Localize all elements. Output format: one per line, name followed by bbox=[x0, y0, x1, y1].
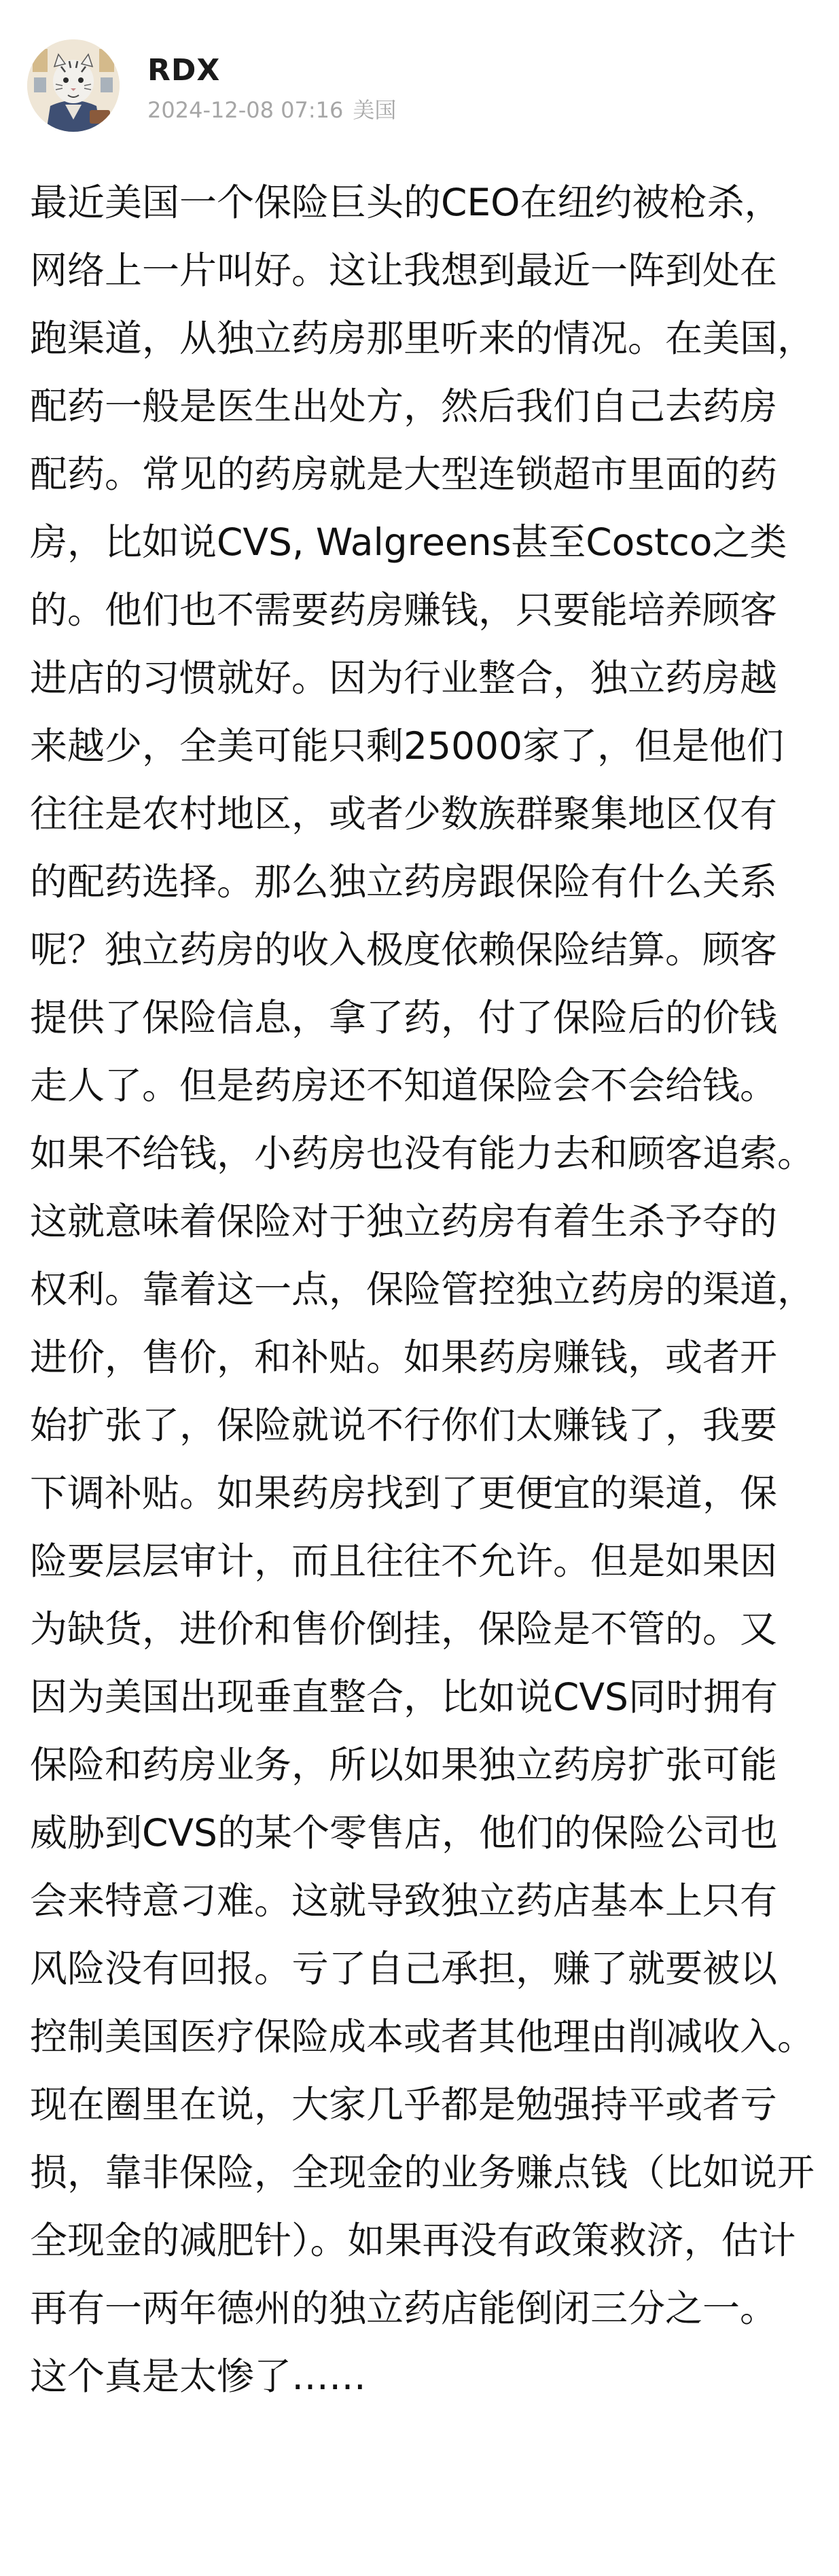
post-text-line: 的配药选择。那么独立药房跟保险有什么关系 bbox=[30, 860, 778, 904]
post-text-line: 的。他们也不需要药房赚钱，只要能培养顾客 bbox=[30, 588, 778, 632]
post-text-line: 保险和药房业务，所以如果独立药房扩张可能 bbox=[30, 1743, 778, 1787]
post-text-line: 风险没有回报。亏了自己承担，赚了就要被以 bbox=[30, 1947, 778, 1990]
post-text-line: 往往是农村地区，或者少数族群聚集地区仅有 bbox=[30, 792, 778, 836]
post-text-line: 损，靠非保险，全现金的业务赚点钱（比如说开 bbox=[30, 2151, 815, 2194]
post-text-line: 权利。靠着这一点，保险管控独立药房的渠道， bbox=[30, 1268, 815, 1311]
post-timestamp: 2024-12-08 07:16 bbox=[147, 97, 344, 123]
post-meta bbox=[147, 96, 396, 124]
post-text-line: 下调补贴。如果药房找到了更便宜的渠道，保 bbox=[30, 1471, 778, 1515]
post-text-line: 因为美国出现垂直整合，比如说CVS同时拥有 bbox=[30, 1675, 778, 1719]
author-name[interactable]: RDX bbox=[147, 53, 221, 88]
post-text-line: 再有一两年德州的独立药店能倒闭三分之一。 bbox=[30, 2287, 778, 2330]
post-text-line: 呢？独立药房的收入极度依赖保险结算。顾客 bbox=[30, 928, 778, 971]
post-text-line: 网络上一片叫好。这让我想到最近一阵到处在 bbox=[30, 249, 778, 292]
avatar[interactable] bbox=[27, 39, 120, 132]
post-text-line: 会来特意刁难。这就导致独立药店基本上只有 bbox=[30, 1879, 778, 1922]
post-text-line: 如果不给钱，小药房也没有能力去和顾客追索。 bbox=[30, 1132, 815, 1175]
post-text-line: 提供了保险信息，拿了药，付了保险后的价钱 bbox=[30, 996, 778, 1039]
post-header bbox=[27, 39, 808, 135]
post-body bbox=[30, 168, 818, 2410]
post-text-line: 全现金的减肥针）。如果再没有政策救济，估计 bbox=[30, 2219, 796, 2262]
post-text-line: 房，比如说CVS, Walgreens甚至Costco之类 bbox=[30, 520, 787, 564]
tiger-avatar-icon bbox=[27, 39, 120, 132]
post-text-line: 跑渠道，从独立药房那里听来的情况。在美国， bbox=[30, 317, 815, 360]
post-text-line: 最近美国一个保险巨头的CEO在纽约被枪杀， bbox=[30, 181, 782, 224]
post-text-line: 险要层层审计，而且往往不允许。但是如果因 bbox=[30, 1539, 778, 1583]
post-text-line: 这个真是太惨了…… bbox=[30, 2355, 367, 2398]
post-text-line: 现在圈里在说，大家几乎都是勉强持平或者亏 bbox=[30, 2083, 778, 2126]
post-text-line: 控制美国医疗保险成本或者其他理由削减收入。 bbox=[30, 2015, 815, 2058]
post-text-line: 威胁到CVS的某个零售店，他们的保险公司也 bbox=[30, 1811, 778, 1855]
post-text-line: 始扩张了，保险就说不行你们太赚钱了，我要 bbox=[30, 1403, 778, 1447]
post-text-line: 进价，售价，和补贴。如果药房赚钱，或者开 bbox=[30, 1336, 778, 1379]
post-text-line: 配药。常见的药房就是大型连锁超市里面的药 bbox=[30, 452, 778, 496]
post-text-line: 这就意味着保险对于独立药房有着生杀予夺的 bbox=[30, 1200, 778, 1243]
post-location: 美国 bbox=[353, 97, 397, 123]
post-text-line: 走人了。但是药房还不知道保险会不会给钱。 bbox=[30, 1064, 778, 1107]
post-text-line: 为缺货，进价和售价倒挂，保险是不管的。又 bbox=[30, 1607, 778, 1651]
post-text-line: 配药一般是医生出处方，然后我们自己去药房 bbox=[30, 384, 778, 428]
post-text-line: 来越少，全美可能只剩25000家了，但是他们 bbox=[30, 724, 784, 768]
post-text-line: 进店的习惯就好。因为行业整合，独立药房越 bbox=[30, 656, 778, 700]
